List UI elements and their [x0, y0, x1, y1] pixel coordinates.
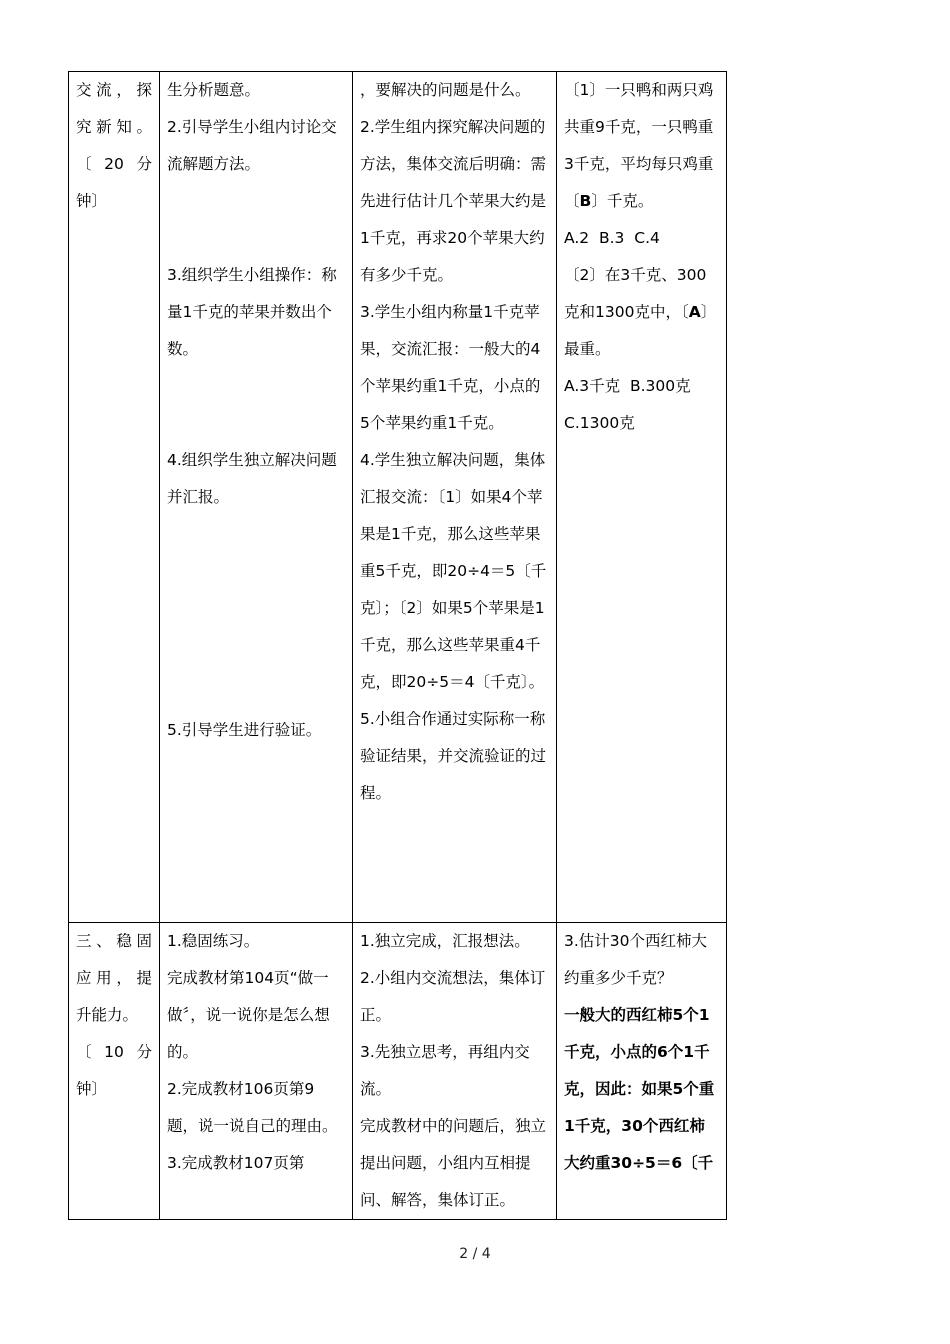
exercise-options: A.2 B.3 C.4: [564, 229, 660, 247]
question-text: 〕千克。: [591, 192, 654, 210]
teacher-step: 2.引导学生小组内讨论交流解题方法。: [167, 118, 337, 173]
stage-line: 究新知。: [76, 118, 152, 136]
teacher-step: 3.组织学生小组操作：称量1千克的苹果并数出个数。: [167, 266, 337, 358]
student-step: 2.小组内交流想法，集体订正。: [360, 969, 546, 1024]
stage-line: 〔10分: [76, 1043, 152, 1061]
stage-line: 应用，提: [76, 969, 152, 987]
student-step: 4.学生独立解决问题，集体汇报交流：〔1〕如果4个苹果是1千克，那么这些苹果重5千克，即20÷4＝5〔千克〕；〔2〕如果5个苹果是1千克，那么这些苹果重4千克，即20÷5＝4〔千克〕。: [360, 451, 547, 691]
student-step: ，要解决的问题是什么。: [360, 81, 531, 99]
student-activity-cell: [353, 923, 557, 1220]
page-number: 2 / 4: [459, 1246, 491, 1262]
student-step: 2.学生组内探究解决问题的方法，集体交流后明确：需先进行估计几个苹果大约是1千克，再求20个苹果大约有多少千克。: [360, 118, 547, 284]
student-step: 完成教材中的问题后，独立提出问题，小组内互相提问、解答，集体订正。: [360, 1117, 547, 1209]
teacher-step: 3.完成教材107页第: [167, 1154, 305, 1172]
teacher-step: 1.稳固练习。: [167, 932, 260, 950]
table-row: [69, 923, 727, 1220]
stage-line: 交流，探: [76, 81, 152, 99]
exercise-cell: [557, 923, 727, 1220]
stage-line: 〔20分: [76, 155, 152, 173]
stage-line: 钟〕: [76, 1080, 108, 1098]
question-text: 〔2〕在3千克、300克和1300克中，〔: [564, 266, 707, 321]
answer-choice: A: [688, 303, 701, 321]
exercise-question: [564, 257, 719, 368]
exercise-answer: 一般大的西红柿5个1千克，小点的6个1千克，因此：如果5个重1千克，30个西红柿大约重30÷5＝6〔千: [564, 1006, 715, 1172]
table-row: [69, 72, 727, 923]
teacher-activity-cell: [160, 72, 353, 923]
exercise-question: 3.估计30个西红柿大约重多少千克？: [564, 932, 708, 987]
answer-choice: B: [579, 192, 592, 210]
teacher-activity-cell: [160, 923, 353, 1220]
stage-line: 三、稳固: [76, 932, 152, 950]
teacher-step: 4.组织学生独立解决问题并汇报。: [167, 451, 337, 506]
student-step: 1.独立完成，汇报想法。: [360, 932, 530, 950]
exercise-cell: [557, 72, 727, 923]
exercise-options: C.1300克: [564, 414, 635, 432]
question-text: 〕最重。: [564, 303, 717, 358]
teacher-step: 5.引导学生进行验证。: [167, 721, 322, 739]
stage-cell: [69, 923, 160, 1220]
teacher-step: 2.完成教材106页第9题，说一说自己的理由。: [167, 1080, 338, 1135]
exercise-options: A.3千克 B.300克: [564, 377, 691, 395]
teacher-step: 生分析题意。: [167, 81, 261, 99]
teacher-step: 完成教材第104页“做一做〞，说一说你是怎么想的。: [167, 969, 330, 1061]
student-step: 3.先独立思考，再组内交流。: [360, 1043, 530, 1098]
stage-line: 升能力。: [76, 1006, 139, 1024]
student-step: 5.小组合作通过实际称一称验证结果，并交流验证的过程。: [360, 710, 547, 802]
lesson-plan-table: [68, 71, 727, 1220]
student-step: 3.学生小组内称量1千克苹果，交流汇报：一般大的4个苹果约重1千克，小点的5个苹果约重1千克。: [360, 303, 541, 432]
exercise-question: [564, 72, 719, 220]
student-activity-cell: [353, 72, 557, 923]
question-text: 〔1〕一只鸭和两只鸡共重9千克，一只鸭重3千克，平均每只鸡重〔: [564, 81, 714, 210]
stage-cell: [69, 72, 160, 923]
stage-line: 钟〕: [76, 192, 108, 210]
